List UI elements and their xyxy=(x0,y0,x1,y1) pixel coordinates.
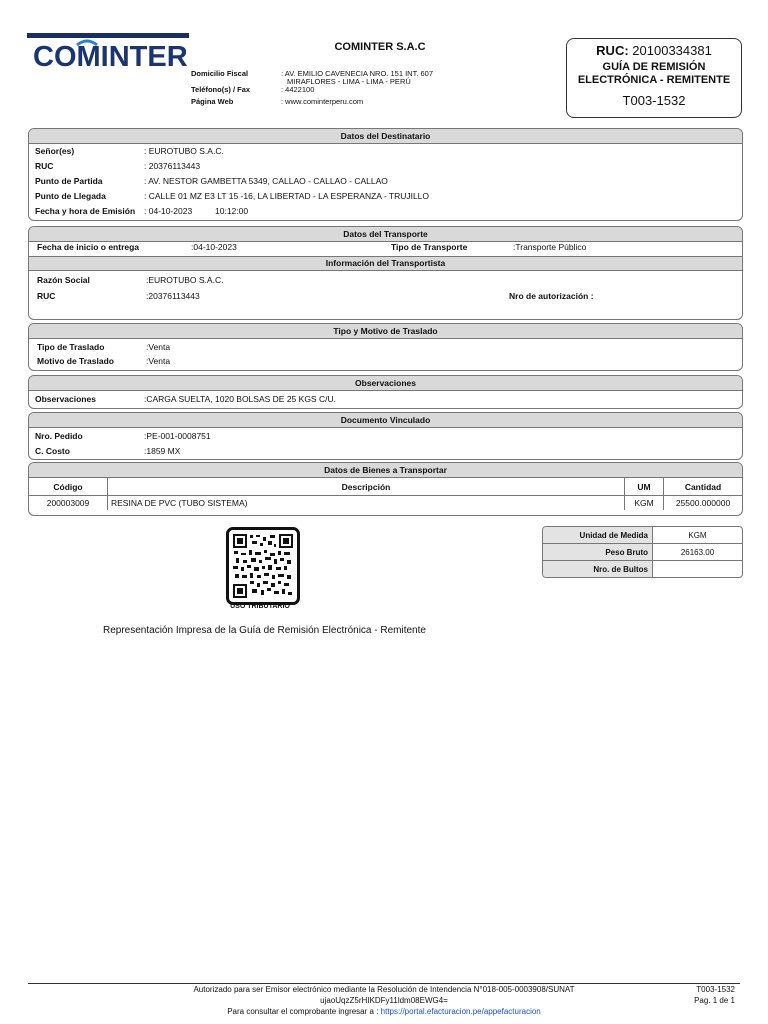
label-unidad: Unidad de Medida xyxy=(543,527,653,544)
label-nro-pedido: Nro. Pedido xyxy=(35,431,83,441)
value-carrier-ruc: :20376113443 xyxy=(146,291,200,301)
value-ruc: : 20376113443 xyxy=(144,161,201,171)
transporte-section xyxy=(28,226,743,320)
label-observaciones: Observaciones xyxy=(35,394,96,404)
doc-type-line1: GUÍA DE REMISIÓN xyxy=(602,61,706,73)
value-senores: : EUROTUBO S.A.C. xyxy=(144,146,224,156)
value-nro-pedido: :PE-001-0008751 xyxy=(144,431,211,441)
observaciones-section xyxy=(28,375,743,409)
col-um: UM xyxy=(625,478,664,496)
cell-descripcion: RESINA DE PVC (TUBO SISTEMA) xyxy=(108,496,625,511)
section-title: Datos del Transporte xyxy=(29,227,742,242)
section-title: Datos de Bienes a Transportar xyxy=(29,463,742,478)
value-tipo-traslado: :Venta xyxy=(146,342,171,352)
traslado-section xyxy=(28,323,743,371)
qr-code xyxy=(226,527,300,605)
footer-authorization: Autorizado para ser Emisor electrónico mediante la Resolución de Intendencia N°018-005-0003908/SUNAT xyxy=(193,985,575,994)
label-partida: Punto de Partida xyxy=(35,176,103,186)
cell-um: KGM xyxy=(625,496,664,511)
cell-cantidad: 25500.000000 xyxy=(675,498,731,508)
label-llegada: Punto de Llegada xyxy=(35,191,106,201)
carrier-subtitle: Información del Transportista xyxy=(29,256,742,271)
label-razon-social: Razón Social xyxy=(37,275,90,285)
label-costo: C. Costo xyxy=(35,446,70,456)
goods-header-row xyxy=(29,478,742,496)
value-unidad: KGM xyxy=(653,527,743,544)
qr-label: USO TRIBUTARIO xyxy=(230,603,290,610)
doc-type xyxy=(567,61,741,87)
label-auth-number: Nro de autorización : xyxy=(509,291,594,301)
label-emision: Fecha y hora de Emisión xyxy=(35,206,136,216)
table-row xyxy=(29,496,742,511)
footer-doc-number: T003-1532 xyxy=(696,985,735,994)
phone-value: : 4422100 xyxy=(281,85,315,94)
footer-consult xyxy=(0,1007,768,1016)
label-bultos: Nro. de Bultos xyxy=(543,561,653,578)
destinatario-section xyxy=(28,128,743,221)
fiscal-address-label: Domicilio Fiscal xyxy=(191,69,249,78)
col-codigo: Código xyxy=(29,478,108,496)
goods-table xyxy=(29,478,742,510)
fiscal-address-line1: : AV. EMILIO CAVENECIA NRO. 151 INT. 607 xyxy=(281,69,434,78)
footer-consult-prefix: Para consultar el comprobante ingresar a : xyxy=(227,1007,379,1016)
label-tipo-traslado: Tipo de Traslado xyxy=(37,342,105,352)
web-label: Página Web xyxy=(191,97,234,106)
section-title: Documento Vinculado xyxy=(29,413,742,428)
bienes-section xyxy=(28,462,743,516)
ruc-label: RUC: xyxy=(596,43,629,58)
ruc-value: 20100334381 xyxy=(632,43,712,58)
label-carrier-ruc: RUC xyxy=(37,291,56,301)
footer-consult-link[interactable]: https://portal.efacturacion.pe/appefacturacion xyxy=(380,1007,541,1016)
company-logo xyxy=(27,33,189,75)
section-title: Datos del Destinatario xyxy=(29,129,742,144)
representation-text: Representación Impresa de la Guía de Remisión Electrónica - Remitente xyxy=(103,625,426,636)
section-title: Observaciones xyxy=(29,376,742,391)
label-peso: Peso Bruto xyxy=(543,544,653,561)
phone-label: Teléfono(s) / Fax xyxy=(191,85,251,94)
weight-summary xyxy=(542,526,743,578)
footer-hash: ujaoUqzZ5rHIKDFy11ldm08EWG4= xyxy=(320,996,448,1005)
label-motivo-traslado: Motivo de Traslado xyxy=(37,356,114,366)
fiscal-address-line2: MIRAFLORES - LIMA - LIMA - PERÚ xyxy=(287,77,411,86)
value-motivo-traslado: :Venta xyxy=(146,356,171,366)
col-descripcion: Descripción xyxy=(108,478,625,496)
ruc-box xyxy=(566,38,742,118)
value-llegada: : CALLE 01 MZ E3 LT 15 -16, LA LIBERTAD - LA ESPERANZA - TRUJILLO xyxy=(144,191,430,201)
section-title: Tipo y Motivo de Traslado xyxy=(29,324,742,339)
value-emision-date: : 04-10-2023 xyxy=(144,206,193,216)
value-costo: :1859 MX xyxy=(144,446,181,456)
label-start-date: Fecha de inicio o entrega xyxy=(37,242,140,252)
footer-page-number: Pag. 1 de 1 xyxy=(694,996,735,1005)
doc-number: T003-1532 xyxy=(622,93,686,108)
value-peso: 26163.00 xyxy=(653,544,743,561)
value-partida: : AV. NESTOR GAMBETTA 5349, CALLAO - CALLAO - CALLAO xyxy=(144,176,388,186)
company-name: COMINTER S.A.C xyxy=(334,41,426,53)
col-cantidad: Cantidad xyxy=(664,478,743,496)
label-transport-type: Tipo de Transporte xyxy=(391,242,468,252)
documento-section xyxy=(28,412,743,460)
value-start-date: :04-10-2023 xyxy=(191,242,237,252)
value-bultos xyxy=(653,561,743,578)
value-transport-type: :Transporte Público xyxy=(513,242,587,252)
web-value: : www.cominterperu.com xyxy=(281,97,364,106)
logo-wordmark: COMINTER xyxy=(33,41,188,73)
cell-codigo: 200003009 xyxy=(29,496,108,511)
value-razon-social: :EUROTUBO S.A.C. xyxy=(146,275,224,285)
label-senores: Señor(es) xyxy=(35,146,75,156)
ruc-line xyxy=(567,43,741,58)
value-emision-time: 10:12:00 xyxy=(215,206,249,216)
footer-divider xyxy=(28,983,740,984)
value-observaciones: :CARGA SUELTA, 1020 BOLSAS DE 25 KGS C/U. xyxy=(144,394,336,404)
label-ruc: RUC xyxy=(35,161,54,171)
doc-type-line2: ELECTRÓNICA - REMITENTE xyxy=(577,74,731,86)
